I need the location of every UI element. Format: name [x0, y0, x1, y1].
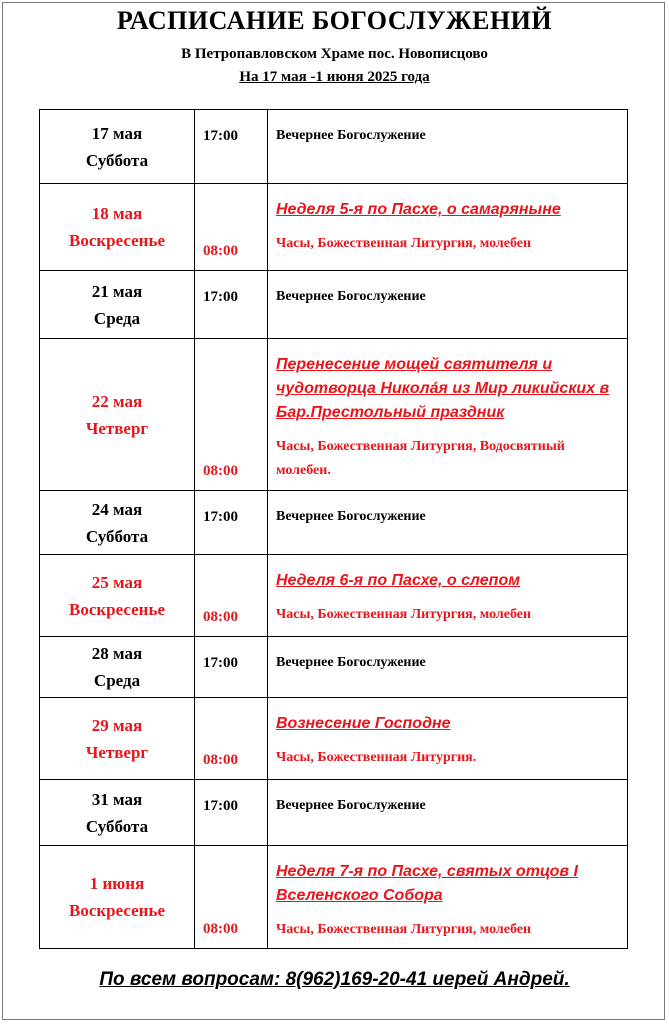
day-cell: [40, 698, 195, 780]
schedule-row: [40, 339, 628, 491]
day-cell: [40, 780, 195, 846]
schedule-row: [40, 271, 628, 339]
time-cell: 08:00: [195, 846, 268, 949]
time-cell: 17:00: [195, 110, 268, 184]
weekday-text: Суббота: [85, 816, 149, 836]
service-detail: Часы, Божественная Литургия, Водосвятный молебен.: [276, 439, 565, 478]
service-cell: [268, 698, 628, 780]
time-cell: 08:00: [195, 555, 268, 637]
service-cell: [268, 184, 628, 271]
date-text: 24 мая: [91, 499, 143, 519]
time-cell: 08:00: [195, 339, 268, 491]
schedule-table: [39, 109, 628, 949]
day-cell: [40, 846, 195, 949]
weekday-text: Воскресенье: [68, 599, 165, 619]
service-cell: Вечернее Богослужение: [268, 637, 628, 698]
feast-title: Перенесение мощей святителя и чудотворца Никола́я из Мир ликийских в Бар.Престольный праздник: [276, 356, 610, 421]
weekday-text: Среда: [93, 671, 141, 690]
time-cell: 08:00: [195, 698, 268, 780]
date-text: 17 мая: [91, 123, 143, 143]
service-cell: Вечернее Богослужение: [268, 271, 628, 339]
schedule-row: [40, 184, 628, 271]
schedule-row: [40, 846, 628, 949]
day-cell: [40, 110, 195, 184]
contact-footer: По всем вопросам: 8(962)169-20-41 иерей Андрей.: [99, 969, 570, 990]
weekday-text: Воскресенье: [68, 231, 165, 250]
service-cell: [268, 846, 628, 949]
day-cell: [40, 555, 195, 637]
date-text: 1 июня: [89, 874, 145, 893]
schedule-row: [40, 780, 628, 846]
time-cell: 17:00: [195, 637, 268, 698]
day-cell: [40, 637, 195, 698]
service-detail: Часы, Божественная Литургия, молебен: [276, 236, 532, 251]
date-text: 28 мая: [91, 644, 143, 663]
time-cell: 17:00: [195, 491, 268, 555]
date-text: 25 мая: [91, 572, 143, 592]
page-title: РАСПИСАНИЕ БОГОСЛУЖЕНИЙ: [116, 6, 553, 35]
service-detail: Часы, Божественная Литургия, молебен: [276, 607, 532, 622]
day-cell: [40, 339, 195, 491]
service-cell: [268, 555, 628, 637]
service-detail: Часы, Божественная Литургия, молебен: [276, 922, 532, 937]
weekday-text: Четверг: [85, 418, 149, 438]
date-text: 31 мая: [91, 789, 143, 809]
service-detail: Часы, Божественная Литургия.: [276, 750, 477, 765]
feast-title: Вознесение Господне: [276, 715, 451, 732]
schedule-row: [40, 110, 628, 184]
feast-title: Неделя 6-я по Пасхе, о слепом: [276, 572, 521, 589]
feast-title: Неделя 7-я по Пасхе, святых отцов I Вселенского Собора: [276, 863, 578, 904]
service-cell: [268, 339, 628, 491]
schedule-row: [40, 637, 628, 698]
feast-title: Неделя 5-я по Пасхе, о самаряныне: [276, 201, 561, 218]
schedule-row: [40, 698, 628, 780]
time-cell: 08:00: [195, 184, 268, 271]
date-text: 22 мая: [91, 391, 143, 411]
weekday-text: Воскресенье: [68, 901, 165, 920]
time-cell: 17:00: [195, 780, 268, 846]
schedule-row: [40, 491, 628, 555]
service-cell: Вечернее Богослужение: [268, 110, 628, 184]
day-cell: [40, 271, 195, 339]
day-cell: [40, 491, 195, 555]
date-text: 21 мая: [91, 281, 143, 301]
service-cell: Вечернее Богослужение: [268, 491, 628, 555]
weekday-text: Среда: [93, 308, 141, 328]
schedule-row: [40, 555, 628, 637]
date-text: 29 мая: [91, 715, 143, 735]
service-cell: Вечернее Богослужение: [268, 780, 628, 846]
weekday-text: Суббота: [85, 150, 149, 170]
time-cell: 17:00: [195, 271, 268, 339]
day-cell: [40, 184, 195, 271]
date-text: 18 мая: [91, 204, 143, 223]
date-range: На 17 мая -1 июня 2025 года: [239, 69, 430, 85]
church-subtitle: В Петропавловском Храме пос. Новописцово: [181, 46, 488, 62]
weekday-text: Суббота: [85, 526, 149, 546]
weekday-text: Четверг: [85, 742, 149, 762]
